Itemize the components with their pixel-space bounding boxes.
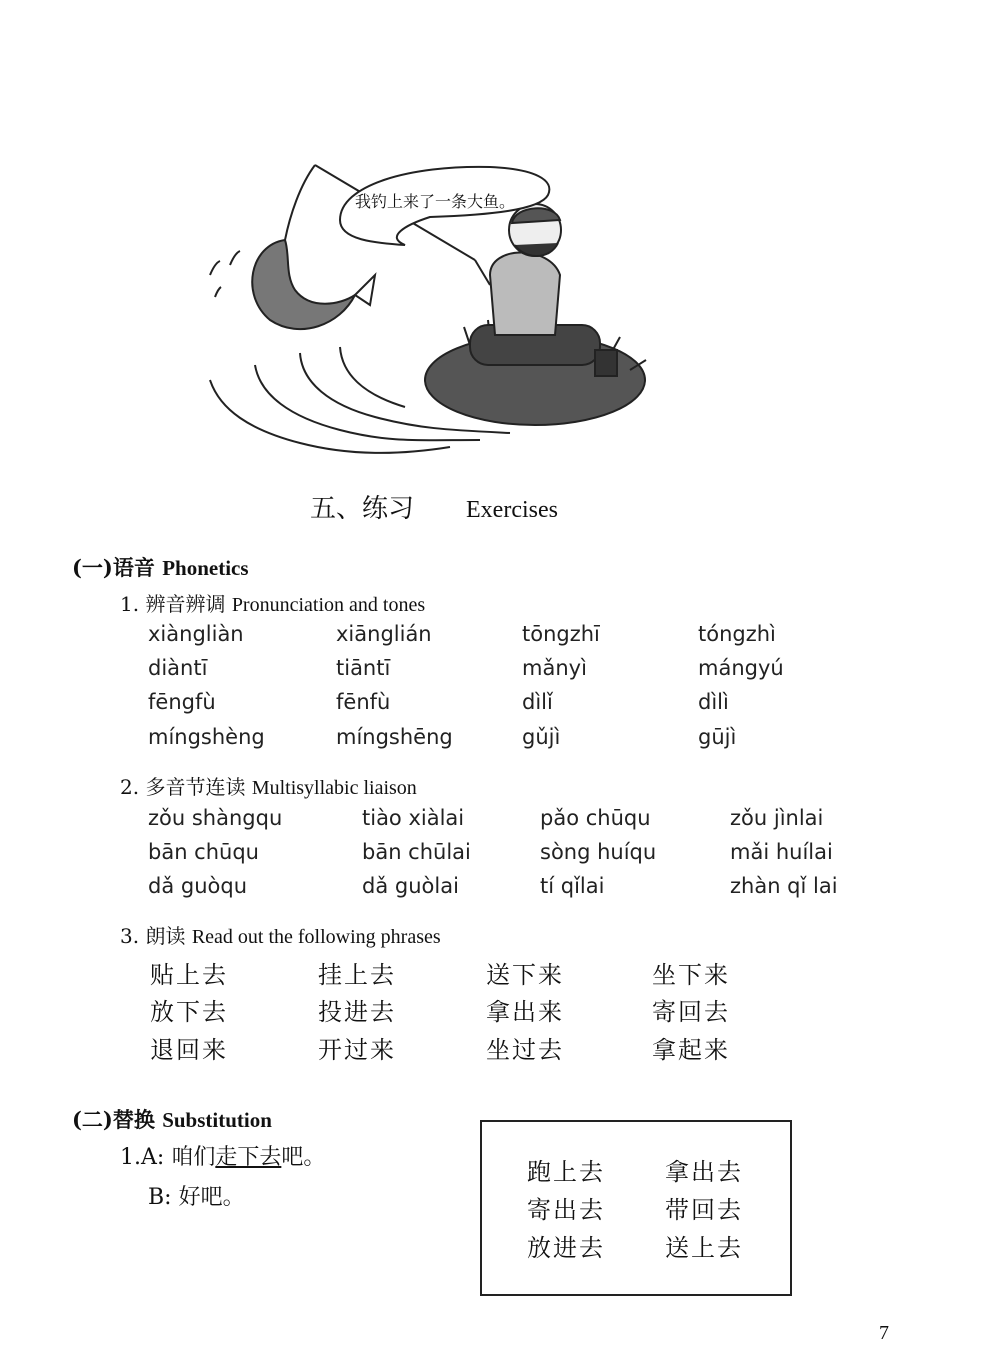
option-item: 跑上去 — [527, 1158, 605, 1186]
sub2-heading: 2. 多音节连读 Multisyllabic liaison — [120, 775, 417, 799]
pinyin-item: zhàn qǐ lai — [730, 874, 838, 898]
phonetics-heading-en: Phonetics — [162, 556, 249, 580]
section-title-cn: 五、练习 — [310, 494, 415, 524]
pinyin-item: míngshēng — [336, 725, 453, 749]
phonetics-heading-cn: (一)语音 — [72, 555, 155, 580]
substitution-heading-cn: (二)替换 — [72, 1107, 155, 1132]
fishing-cartoon-illustration — [190, 125, 670, 470]
drops — [210, 251, 240, 297]
pinyin-item: zǒu jìnlai — [730, 806, 824, 830]
phrase-item: 开过来 — [318, 1036, 396, 1064]
fisherman-figure — [470, 204, 617, 376]
phrase-item: 贴上去 — [150, 961, 228, 989]
dialogue-line-a: 1.A: 咱们走下去吧。 — [120, 1145, 326, 1170]
phrase-item: 拿起来 — [652, 1036, 730, 1064]
option-item: 拿出去 — [665, 1158, 743, 1186]
pinyin-item: dìlǐ — [522, 690, 553, 714]
phrase-item: 退回来 — [150, 1036, 228, 1064]
pinyin-item: mǎi huílai — [730, 840, 833, 864]
pinyin-item: xiānglián — [336, 622, 432, 646]
pinyin-item: tiāntī — [336, 656, 391, 680]
phrase-item: 坐下来 — [652, 961, 730, 989]
pinyin-item: diàntī — [148, 656, 208, 680]
pinyin-item: fēnfù — [336, 690, 391, 714]
fish-icon — [252, 240, 375, 329]
pinyin-item: gūjì — [698, 725, 737, 749]
pinyin-item: zǒu shàngqu — [148, 806, 283, 830]
phrase-item: 坐过去 — [486, 1036, 564, 1064]
phrase-item: 投进去 — [318, 998, 396, 1026]
pinyin-item: bān chūlai — [362, 840, 471, 864]
pinyin-item: mǎnyì — [522, 656, 587, 680]
pinyin-item: tóngzhì — [698, 622, 776, 646]
pinyin-item: dìlì — [698, 690, 729, 714]
pinyin-item: pǎo chūqu — [540, 806, 651, 830]
speech-bubble-text: 我钓上来了一条大鱼。 — [355, 192, 516, 211]
option-item: 放进去 — [527, 1234, 605, 1262]
section-title — [310, 488, 558, 525]
phonetics-heading — [72, 552, 249, 582]
page-number: 7 — [879, 1322, 889, 1344]
phrase-item: 寄回去 — [652, 998, 730, 1026]
substitution-blank: 走下去 — [215, 1145, 282, 1170]
sub3-heading: 3. 朗读 Read out the following phrases — [120, 924, 441, 948]
phrase-item: 送下来 — [486, 961, 564, 989]
substitution-heading-en: Substitution — [162, 1108, 272, 1132]
pinyin-item: fēngfù — [148, 690, 216, 714]
pinyin-item: tiào xiàlai — [362, 806, 465, 830]
pinyin-item: dǎ guòqu — [148, 874, 248, 898]
substitution-heading — [72, 1104, 272, 1134]
pinyin-item: gǔjì — [522, 725, 561, 749]
phrase-item: 放下去 — [150, 998, 228, 1026]
option-item: 送上去 — [665, 1234, 743, 1262]
option-item: 寄出去 — [527, 1196, 605, 1224]
pinyin-item: bān chūqu — [148, 840, 259, 864]
pinyin-item: mángyú — [698, 656, 784, 680]
option-item: 带回去 — [665, 1196, 743, 1224]
section-title-en: Exercises — [466, 497, 558, 523]
sub1-heading: 1. 辨音辨调 Pronunciation and tones — [120, 592, 426, 616]
pinyin-item: tí qǐlai — [540, 874, 605, 898]
pinyin-item: xiàngliàn — [148, 622, 244, 646]
dialogue-line-b: B: 好吧。 — [148, 1185, 245, 1210]
pinyin-item: sòng huíqu — [540, 840, 657, 864]
pinyin-item: míngshèng — [148, 725, 265, 749]
pinyin-item: tōngzhī — [522, 622, 600, 646]
pinyin-item: dǎ guòlai — [362, 874, 459, 898]
phrase-item: 挂上去 — [318, 961, 396, 989]
phrase-item: 拿出来 — [486, 998, 564, 1026]
